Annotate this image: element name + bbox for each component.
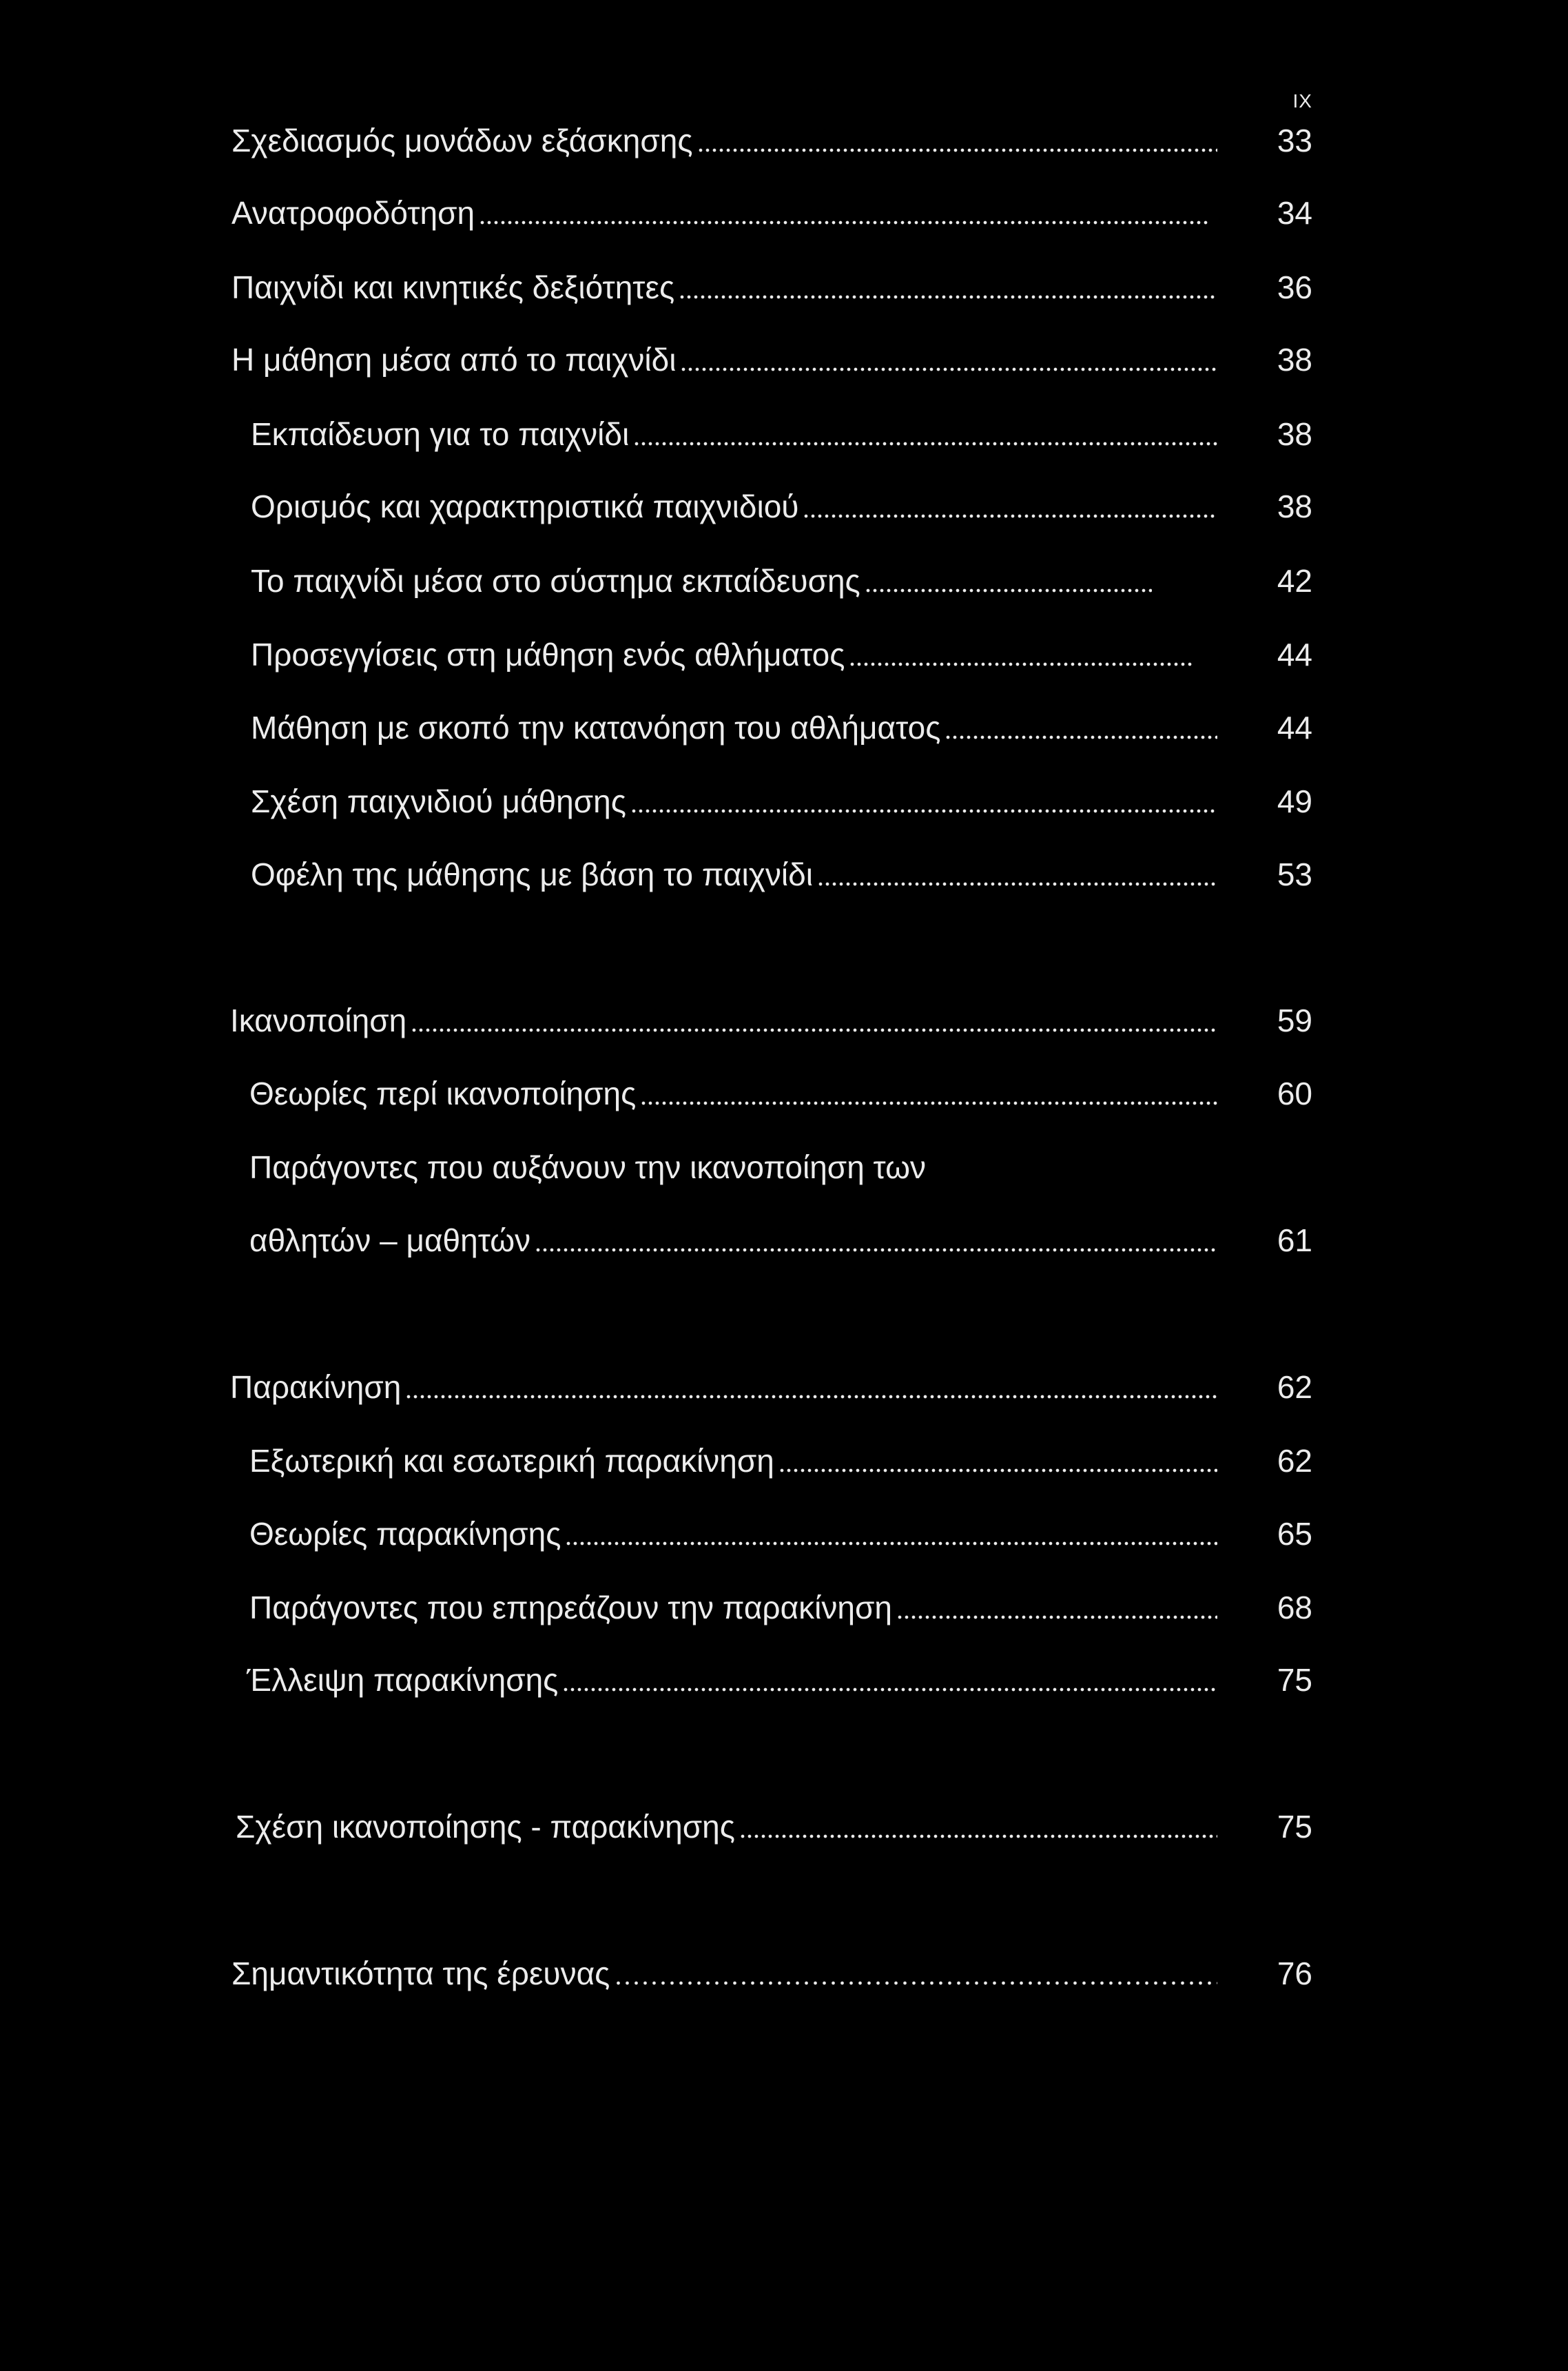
toc-entry-page: 38 — [1277, 416, 1312, 452]
dot-leader — [896, 1585, 1217, 1630]
toc-entry-page: 34 — [1277, 195, 1312, 231]
toc-entry-page: 62 — [1277, 1369, 1312, 1405]
dot-leader — [739, 1805, 1217, 1849]
toc-entry-page: 38 — [1277, 342, 1312, 378]
dot-leader — [640, 1071, 1217, 1116]
toc-entry — [236, 1805, 1312, 1849]
toc-entry-title: Παράγοντες που επηρεάζουν την παρακίνηση — [249, 1590, 892, 1625]
toc-entry-page: 49 — [1277, 783, 1312, 819]
toc-entry-first-line — [249, 1145, 1312, 1189]
toc-entry-title: Σχέση παιχνιδιού μάθησης — [251, 783, 626, 819]
dot-leader — [405, 1365, 1217, 1409]
toc-entry-page: 44 — [1277, 710, 1312, 746]
toc-entry — [247, 1658, 1312, 1702]
toc-entry-title: Σχέση ικανοποίησης - παρακίνησης — [236, 1809, 735, 1845]
toc-entry-title: Εκπαίδευση για το παιχνίδι — [251, 416, 630, 452]
dot-leader — [697, 119, 1218, 163]
toc-entry — [249, 1439, 1312, 1483]
toc-entry-page: 60 — [1277, 1076, 1312, 1111]
toc-entry — [249, 1218, 1312, 1262]
toc-entry-title: Ικανοποίηση — [230, 1003, 407, 1038]
dot-leader — [817, 852, 1217, 896]
toc-entry — [251, 484, 1312, 528]
toc-entry-page: 62 — [1277, 1443, 1312, 1479]
toc-entry-page: 42 — [1277, 563, 1312, 599]
toc-entry-title: Μάθηση με σκοπό την κατανόηση του αθλήματος — [251, 710, 941, 746]
toc-entry — [251, 633, 1312, 677]
dot-leader — [849, 633, 1195, 677]
toc-entry-page: 65 — [1277, 1516, 1312, 1552]
toc-entry-title: Το παιχνίδι μέσα στο σύστημα εκπαίδευσης — [251, 563, 860, 599]
dot-leader — [680, 338, 1217, 382]
toc-entry — [249, 1071, 1312, 1116]
toc-entry-title: Σημαντικότητα της έρευνας — [231, 1956, 610, 1991]
dot-leader — [778, 1439, 1217, 1483]
toc-entry-title: Θεωρίες περί ικανοποίησης — [249, 1076, 637, 1111]
toc-entry — [231, 338, 1312, 382]
toc-entry-page: 33 — [1277, 123, 1312, 158]
toc-entry-title: Ορισμός και χαρακτηριστικά παιχνιδιού — [251, 489, 799, 524]
toc-entry — [249, 1585, 1312, 1630]
toc-entry — [251, 779, 1312, 823]
toc-entry-title: Θεωρίες παρακίνησης — [249, 1516, 561, 1552]
dot-leader — [614, 1951, 1217, 1995]
toc-entry-page: 75 — [1277, 1809, 1312, 1845]
toc-entry — [230, 998, 1312, 1043]
dot-leader — [535, 1218, 1217, 1262]
toc-entry — [231, 191, 1312, 235]
toc-entry-title: Παράγοντες που αυξάνουν την ικανοποίηση των — [249, 1149, 926, 1185]
dot-leader — [633, 412, 1217, 456]
dot-leader — [565, 1512, 1217, 1556]
toc-entry-page: 53 — [1277, 856, 1312, 892]
toc-entry-page: 44 — [1277, 637, 1312, 673]
toc-entry-title-continued: αθλητών – μαθητών — [249, 1222, 531, 1258]
toc-entry — [230, 1365, 1312, 1409]
toc-entry-title: Προσεγγίσεις στη μάθηση ενός αθλήματος — [251, 637, 845, 673]
dot-leader — [679, 265, 1217, 309]
toc-entry-title: Οφέλη της μάθησης με βάση το παιχνίδι — [251, 856, 813, 892]
toc-entry — [251, 852, 1312, 896]
toc-entry — [231, 119, 1312, 163]
toc-entry-page: 75 — [1277, 1662, 1312, 1698]
dot-leader — [630, 779, 1217, 823]
toc-entry-page: 68 — [1277, 1590, 1312, 1625]
toc-entry-title: Έλλειψη παρακίνησης — [247, 1662, 559, 1698]
toc-entry-title: Παρακίνηση — [230, 1369, 402, 1405]
dot-leader — [562, 1658, 1217, 1702]
toc-entry-page: 38 — [1277, 489, 1312, 524]
dot-leader — [411, 998, 1217, 1043]
toc-entry-title: Εξωτερική και εσωτερική παρακίνηση — [249, 1443, 774, 1479]
toc-entry-title: Σχεδιασμός μονάδων εξάσκησης — [231, 123, 693, 158]
toc-entry — [231, 1951, 1312, 1995]
toc-entry-title: Παιχνίδι και κινητικές δεξιότητες — [231, 269, 675, 305]
toc-entry-page: 76 — [1277, 1956, 1312, 1991]
dot-leader — [865, 559, 1152, 603]
toc-entry — [251, 706, 1312, 750]
page-folio: IX — [1292, 90, 1312, 112]
dot-leader — [479, 191, 1210, 235]
toc-entry — [251, 412, 1312, 456]
toc-entry-page: 36 — [1277, 269, 1312, 305]
dot-leader — [803, 484, 1217, 528]
toc-entry — [231, 265, 1312, 309]
toc-entry-page: 59 — [1277, 1003, 1312, 1038]
toc-entry — [251, 559, 1312, 603]
toc-entry — [249, 1512, 1312, 1556]
toc-entry-page: 61 — [1277, 1222, 1312, 1258]
toc-entry-title: Ανατροφοδότηση — [231, 195, 475, 231]
toc-entry-title: Η μάθηση μέσα από το παιχνίδι — [231, 342, 677, 378]
dot-leader — [945, 706, 1217, 750]
